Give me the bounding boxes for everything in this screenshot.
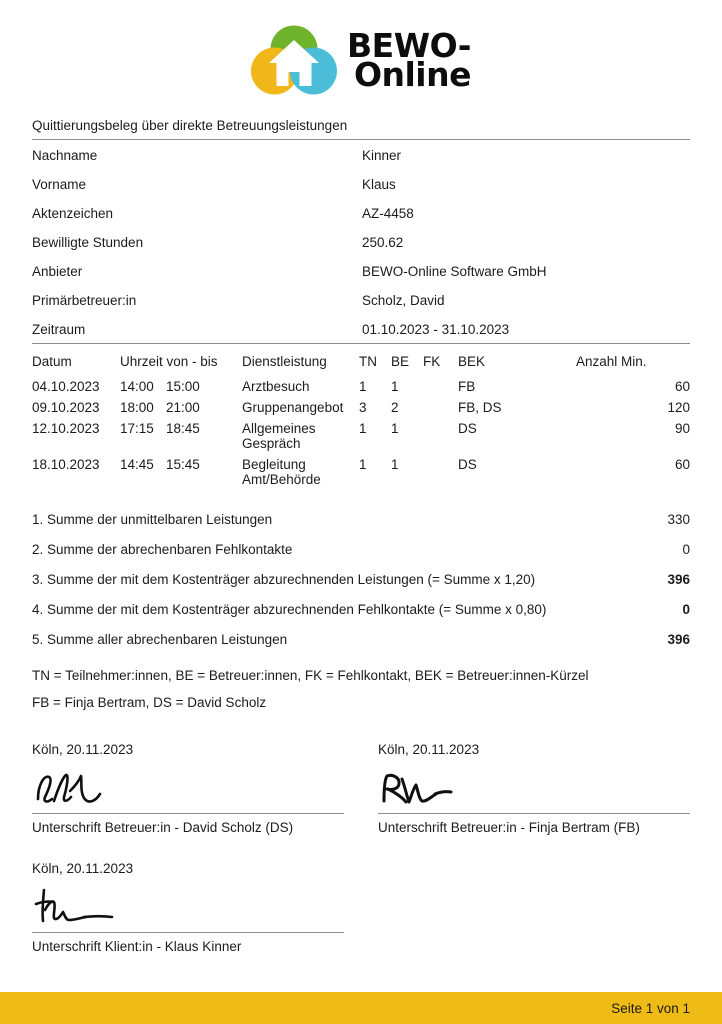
signature-mark-klaus-kinner xyxy=(32,880,344,932)
logo-word-line1: BEWO- xyxy=(347,25,471,65)
cell-tn: 3 xyxy=(359,400,367,415)
page-footer-bar xyxy=(0,992,722,1024)
cell-service: Gruppenangebot xyxy=(242,400,344,415)
cell-minutes: 90 xyxy=(674,421,690,436)
summary-body xyxy=(32,504,690,654)
header-service: Dienstleistung xyxy=(242,354,327,369)
cell-be: 1 xyxy=(391,421,399,436)
table-row xyxy=(32,534,690,564)
page-number-label: Seite 1 von 1 xyxy=(611,1000,690,1016)
signature-block-carer-1 xyxy=(32,742,344,835)
signature-date: Köln, 20.11.2023 xyxy=(32,861,134,876)
signature-block-carer-2 xyxy=(378,742,690,835)
signature-line xyxy=(32,813,344,814)
info-value: Kinner xyxy=(362,148,402,163)
logo-word-line2: Online xyxy=(353,54,471,94)
header-date: Datum xyxy=(32,354,72,369)
header-minutes: Anzahl Min. xyxy=(576,354,647,369)
table-row xyxy=(32,169,690,198)
header-tn: TN xyxy=(359,354,377,369)
cell-tn: 1 xyxy=(359,421,367,436)
services-table xyxy=(32,346,690,490)
cell-service: Arztbesuch xyxy=(242,379,310,394)
table-row xyxy=(32,198,690,227)
header-fk: FK xyxy=(423,354,441,369)
header-time: Uhrzeit von - bis xyxy=(120,354,218,369)
signature-caption: Unterschrift Klient:in - Klaus Kinner xyxy=(32,939,242,954)
document-content xyxy=(32,0,690,954)
services-body xyxy=(32,376,690,490)
cell-date: 04.10.2023 xyxy=(32,379,100,394)
signature-mark-finja-bertram xyxy=(378,761,690,813)
summary-label: 5. Summe aller abrechenbaren Leistungen xyxy=(32,632,288,647)
cell-be: 1 xyxy=(391,379,399,394)
summary-value: 396 xyxy=(667,572,690,587)
legend-line-2: FB = Finja Bertram, DS = David Scholz xyxy=(32,695,267,710)
table-row xyxy=(32,227,690,256)
info-label: Anbieter xyxy=(32,264,83,279)
cell-to: 21:00 xyxy=(166,400,200,415)
cell-tn: 1 xyxy=(359,379,367,394)
cell-minutes: 60 xyxy=(674,457,690,472)
info-label: Nachname xyxy=(32,148,98,163)
signature-line xyxy=(378,813,690,814)
summary-label: 2. Summe der abrechenbaren Fehlkontakte xyxy=(32,542,293,557)
cell-to: 15:45 xyxy=(166,457,200,472)
cell-minutes: 60 xyxy=(674,379,690,394)
info-value: AZ-4458 xyxy=(362,206,414,221)
cell-date: 12.10.2023 xyxy=(32,421,100,436)
table-row xyxy=(32,564,690,594)
cell-minutes: 120 xyxy=(667,400,690,415)
cell-from: 14:45 xyxy=(120,457,154,472)
cell-service: Allgemeines Gespräch xyxy=(242,421,316,451)
table-row xyxy=(32,376,690,397)
cell-be: 2 xyxy=(391,400,399,415)
bewo-house-circles-icon xyxy=(251,24,337,96)
signature-line xyxy=(32,932,344,933)
table-row xyxy=(32,594,690,624)
signature-row-carers xyxy=(32,742,690,835)
cell-fk xyxy=(423,418,458,454)
table-row xyxy=(32,418,690,454)
cell-bek: FB xyxy=(458,379,476,394)
info-label: Bewilligte Stunden xyxy=(32,235,144,250)
info-label: Aktenzeichen xyxy=(32,206,114,221)
info-label: Zeitraum xyxy=(32,322,86,337)
info-value: Scholz, David xyxy=(362,293,445,308)
cell-from: 17:15 xyxy=(120,421,154,436)
table-row xyxy=(32,140,690,169)
cell-fk xyxy=(423,376,458,397)
info-value: 250.62 xyxy=(362,235,404,250)
info-label: Primärbetreuer:in xyxy=(32,293,137,308)
info-value: 01.10.2023 - 31.10.2023 xyxy=(362,322,510,337)
table-row xyxy=(32,397,690,418)
legend-line-1: TN = Teilnehmer:innen, BE = Betreuer:innen, FK = Fehlkontakt, BEK = Betreuer:innen-Kürzel xyxy=(32,668,589,683)
cell-from: 14:00 xyxy=(120,379,154,394)
info-value: Klaus xyxy=(362,177,396,192)
cell-from: 18:00 xyxy=(120,400,154,415)
cell-bek: DS xyxy=(458,457,477,472)
info-value: BEWO-Online Software GmbH xyxy=(362,264,547,279)
info-label: Vorname xyxy=(32,177,87,192)
table-row xyxy=(32,314,690,343)
cell-date: 18.10.2023 xyxy=(32,457,100,472)
logo-wordmark xyxy=(347,25,471,94)
cell-fk xyxy=(423,397,458,418)
services-top-divider xyxy=(32,343,690,344)
table-row xyxy=(32,504,690,534)
cell-tn: 1 xyxy=(359,457,367,472)
signature-date: Köln, 20.11.2023 xyxy=(32,742,134,757)
summary-label: 1. Summe der unmittelbaren Leistungen xyxy=(32,512,273,527)
table-row xyxy=(32,256,690,285)
cell-to: 18:45 xyxy=(166,421,200,436)
cell-fk xyxy=(423,454,458,490)
cell-to: 15:00 xyxy=(166,379,200,394)
header-bek: BEK xyxy=(458,354,486,369)
summary-table xyxy=(32,504,690,654)
signature-mark-david-scholz xyxy=(32,761,344,813)
summary-label: 3. Summe der mit dem Kostenträger abzurechnenden Leistungen (= Summe x 1,20) xyxy=(32,572,536,587)
table-row xyxy=(32,454,690,490)
signature-caption: Unterschrift Betreuer:in - Finja Bertram (FB) xyxy=(378,820,640,835)
signature-date: Köln, 20.11.2023 xyxy=(378,742,480,757)
cell-bek: FB, DS xyxy=(458,400,502,415)
table-row xyxy=(32,624,690,654)
brand-logo xyxy=(32,0,690,118)
summary-value: 396 xyxy=(667,632,690,647)
summary-value: 330 xyxy=(667,512,690,527)
client-info-table xyxy=(32,140,690,343)
cell-bek: DS xyxy=(458,421,477,436)
signature-row-client xyxy=(32,861,690,954)
cell-service: Begleitung Amt/Behörde xyxy=(242,457,321,487)
document-title: Quittierungsbeleg über direkte Betreuungsleistungen xyxy=(32,118,348,133)
summary-value: 0 xyxy=(682,542,690,557)
table-header-row xyxy=(32,346,690,376)
signature-caption: Unterschrift Betreuer:in - David Scholz (DS) xyxy=(32,820,294,835)
client-info-body xyxy=(32,140,690,343)
cell-be: 1 xyxy=(391,457,399,472)
abbreviation-legend xyxy=(32,662,690,716)
services-header xyxy=(32,346,690,376)
logo-inner xyxy=(251,24,471,96)
summary-value: 0 xyxy=(682,602,690,617)
cell-date: 09.10.2023 xyxy=(32,400,100,415)
table-row xyxy=(32,285,690,314)
summary-label: 4. Summe der mit dem Kostenträger abzurechnenden Fehlkontakte (= Summe x 0,80) xyxy=(32,602,547,617)
header-be: BE xyxy=(391,354,410,369)
signature-block-client xyxy=(32,861,344,954)
